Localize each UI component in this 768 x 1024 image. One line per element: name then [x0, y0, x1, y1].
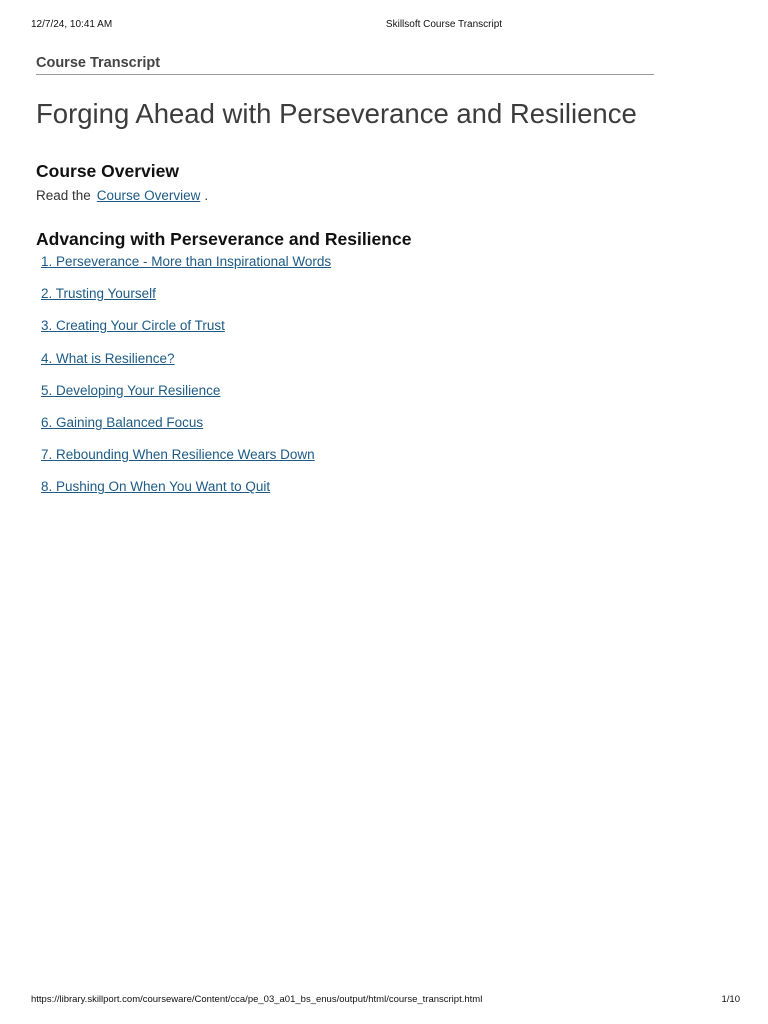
list-item	[41, 351, 331, 383]
topics-heading: Advancing with Perseverance and Resilience	[36, 229, 412, 249]
topic-link-1[interactable]: 1. Perseverance - More than Inspirational Words	[41, 254, 332, 269]
list-item	[41, 286, 331, 318]
print-document-title: Skillsoft Course Transcript	[385, 19, 503, 30]
list-item	[41, 479, 331, 511]
transcript-content	[36, 54, 654, 495]
list-item	[41, 383, 331, 415]
topic-link-7[interactable]: 7. Rebounding When Resilience Wears Down	[41, 447, 315, 463]
topic-link-3[interactable]: 3. Creating Your Circle of Trust	[41, 318, 225, 334]
course-overview-link[interactable]: Course Overview	[96, 188, 201, 203]
course-title: Forging Ahead with Perseverance and Resilience	[36, 98, 637, 129]
overview-text	[36, 187, 208, 205]
list-item	[41, 415, 331, 447]
topic-link-5[interactable]: 5. Developing Your Resilience	[41, 382, 221, 398]
topic-link-6[interactable]: 6. Gaining Balanced Focus	[41, 414, 204, 430]
topic-link-4[interactable]: 4. What is Resilience?	[41, 350, 175, 366]
page-number: 1/10	[721, 994, 740, 1005]
topic-link-8[interactable]: 8. Pushing On When You Want to Quit	[41, 479, 271, 495]
print-datetime: 12/7/24, 10:41 AM	[31, 19, 113, 30]
print-header	[0, 19, 768, 33]
list-item	[41, 254, 331, 286]
section-label: Course Transcript	[36, 54, 654, 75]
overview-heading: Course Overview	[36, 161, 179, 181]
list-item	[41, 318, 331, 350]
topic-list	[41, 254, 331, 512]
print-url: https://library.skillport.com/courseware/Content/cca/pe_03_a01_bs_enus/output/html/course_transcript.html	[31, 994, 483, 1005]
overview-text-prefix: Read the	[36, 188, 91, 203]
topic-link-2[interactable]: 2. Trusting Yourself	[41, 286, 156, 302]
overview-text-suffix: .	[204, 188, 209, 203]
list-item	[41, 447, 331, 479]
